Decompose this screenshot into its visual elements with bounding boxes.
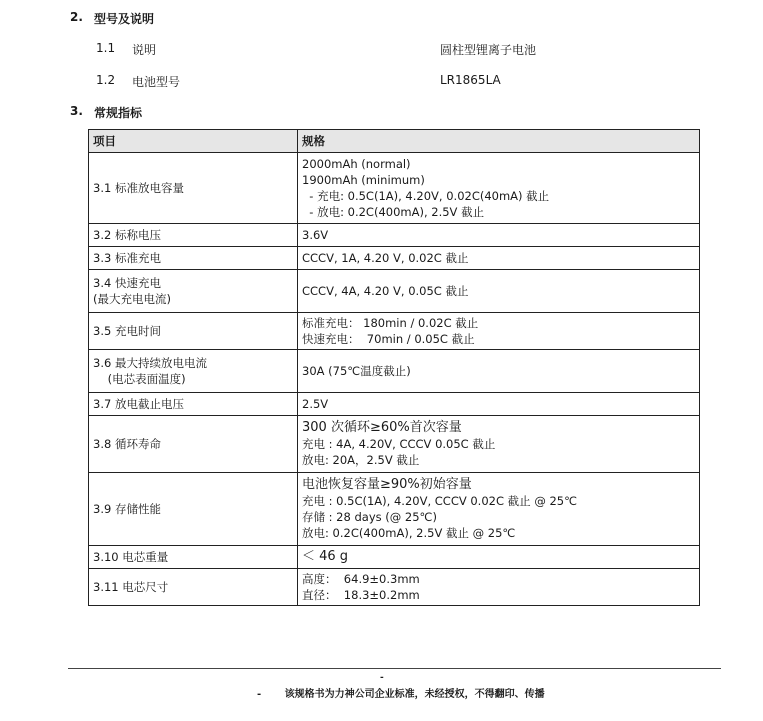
table-row: [89, 473, 700, 546]
row-item-line: 3.11 电芯尺寸: [93, 580, 169, 594]
row-spec: [298, 546, 700, 569]
spec-line: 标准充电： 180min / 0.02C 截止: [302, 316, 479, 330]
spec-line: 高度： 64.9±0.3mm: [302, 572, 420, 586]
spec-line: 快速充电： 70min / 0.05C 截止: [302, 332, 475, 346]
item-number: 1.2: [96, 73, 116, 87]
table-header-row: [89, 130, 700, 153]
table-row: [89, 393, 700, 416]
spec-table: [88, 129, 700, 606]
table-row: [89, 224, 700, 247]
row-item: [89, 473, 298, 546]
row-item: [89, 224, 298, 247]
row-item: [89, 270, 298, 313]
section-title: 型号及说明: [94, 12, 155, 26]
item-1-2: [96, 73, 696, 89]
spec-line: 放电: 0.2C(400mA), 2.5V 截止 @ 25℃: [302, 526, 516, 540]
table-row: [89, 569, 700, 606]
table-row: [89, 270, 700, 313]
row-item-line: 3.1 标准放电容量: [93, 181, 184, 195]
row-spec: [298, 247, 700, 270]
row-spec: [298, 313, 700, 350]
table-row: [89, 313, 700, 350]
item-label: 说明: [132, 43, 157, 57]
row-item: [89, 546, 298, 569]
row-item-line: 3.4 快速充电: [93, 276, 161, 290]
row-spec: [298, 473, 700, 546]
item-number: 1.1: [96, 41, 116, 55]
row-item-line: 3.10 电芯重量: [93, 550, 169, 564]
item-value: 圆柱型锂离子电池: [440, 43, 537, 57]
row-item: [89, 393, 298, 416]
row-item-line: 3.8 循环寿命: [93, 437, 161, 451]
row-spec: [298, 153, 700, 224]
spec-line: 充电 : 4A, 4.20V, CCCV 0.05C 截止: [302, 437, 496, 451]
item-value: LR1865LA: [440, 73, 501, 87]
spec-line: CCCV, 4A, 4.20 V, 0.05C 截止: [302, 284, 469, 298]
row-item-line: 3.5 充电时间: [93, 324, 161, 338]
spec-line: 3.6V: [302, 228, 329, 242]
spec-line: 存储 : 28 days (@ 25℃): [302, 510, 437, 524]
spec-line: - 放电: 0.2C(400mA), 2.5V 截止: [302, 205, 485, 219]
item-1-1: [96, 41, 696, 57]
row-spec: [298, 270, 700, 313]
table-row: [89, 546, 700, 569]
row-item-line: 3.3 标准充电: [93, 251, 161, 265]
footer-text: 该规格书为力神公司企业标准，未经授权，不得翻印、传播: [284, 689, 545, 700]
header-spec: 规格: [298, 130, 700, 153]
page-mark: -: [380, 673, 384, 683]
section-title: 常规指标: [94, 106, 143, 120]
spec-line: ＜ 46 g: [302, 549, 349, 564]
row-item-line: 3.7 放电截止电压: [93, 397, 184, 411]
row-spec: [298, 350, 700, 393]
spec-line: 充电 : 0.5C(1A), 4.20V, CCCV 0.02C 截止 @ 25℃: [302, 494, 578, 508]
row-item-line: (电芯表面温度): [93, 372, 186, 386]
row-spec: [298, 224, 700, 247]
footer-divider: [68, 668, 721, 669]
spec-line: 300 次循环≥60%首次容量: [302, 420, 462, 435]
table-row: [89, 350, 700, 393]
row-item: [89, 350, 298, 393]
footer-notice: [257, 685, 545, 700]
section-3-heading: [70, 104, 270, 120]
table-row: [89, 416, 700, 473]
row-item: [89, 313, 298, 350]
header-item: 项目: [89, 130, 298, 153]
row-spec: [298, 416, 700, 473]
spec-line: 2.5V: [302, 397, 329, 411]
table-row: [89, 153, 700, 224]
spec-line: 2000mAh (normal): [302, 157, 411, 171]
spec-line: CCCV, 1A, 4.20 V, 0.02C 截止: [302, 251, 469, 265]
row-item-line: 3.9 存储性能: [93, 502, 161, 516]
spec-line: 30A (75℃温度截止): [302, 364, 411, 378]
spec-line: 放电: 20A，2.5V 截止: [302, 453, 420, 467]
spec-line: 直径： 18.3±0.2mm: [302, 588, 420, 602]
table-row: [89, 247, 700, 270]
row-spec: [298, 393, 700, 416]
item-label: 电池型号: [132, 75, 181, 89]
spec-line: 电池恢复容量≥90%初始容量: [302, 477, 472, 492]
spec-line: - 充电: 0.5C(1A), 4.20V, 0.02C(40mA) 截止: [302, 189, 550, 203]
row-item: [89, 247, 298, 270]
section-2-heading: [70, 10, 270, 26]
footer-dash: -: [257, 689, 262, 700]
spec-line: 1900mAh (minimum): [302, 173, 425, 187]
section-number: 2.: [70, 10, 83, 24]
row-item: [89, 569, 298, 606]
row-item-line: 3.6 最大持续放电电流: [93, 356, 207, 370]
row-item-line: (最大充电电流): [93, 292, 171, 306]
row-item: [89, 153, 298, 224]
row-item: [89, 416, 298, 473]
row-spec: [298, 569, 700, 606]
row-item-line: 3.2 标称电压: [93, 228, 161, 242]
section-number: 3.: [70, 104, 83, 118]
